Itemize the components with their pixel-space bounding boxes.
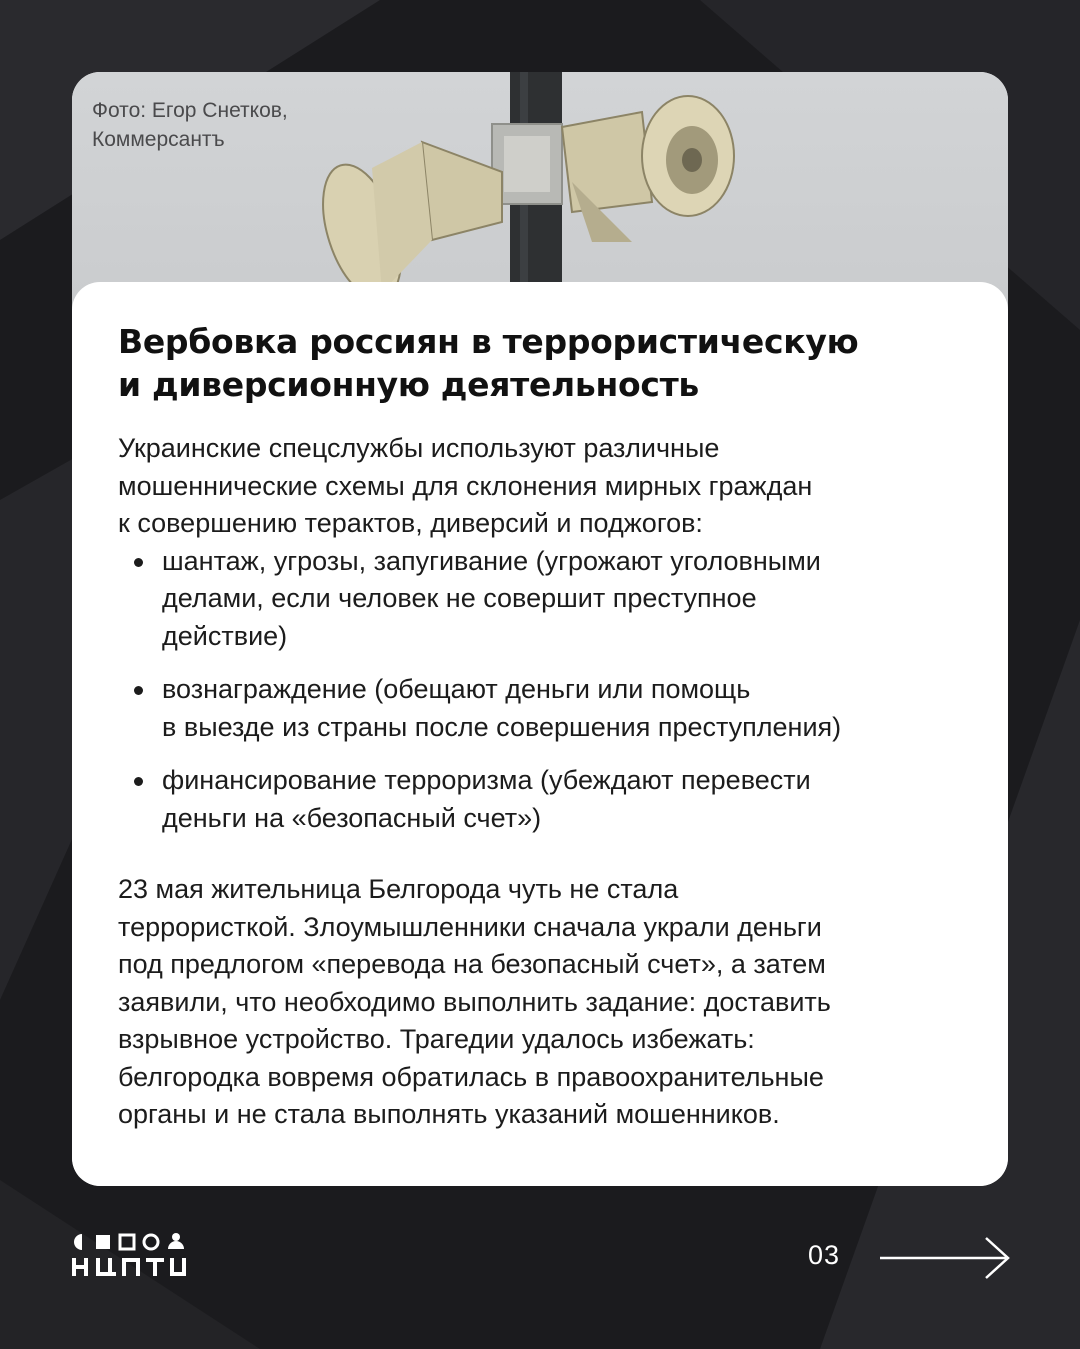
bullet-icon [134, 686, 143, 695]
scheme-list [118, 543, 962, 838]
arrow-right-icon[interactable] [878, 1236, 1012, 1280]
photo-credit: Фото: Егор Снетков, Коммерсантъ [92, 99, 288, 151]
bullet-icon [134, 558, 143, 567]
page-title [118, 320, 962, 406]
story-line: органы и не стала выполнять указаний мошенников. [118, 1099, 780, 1129]
list-item-line: деньги на «безопасный счет») [162, 802, 542, 833]
story-line: 23 мая жительница Белгорода чуть не стала [118, 874, 679, 904]
story-line: взрывное устройство. Трагедии удалось избежать: [118, 1024, 755, 1054]
list-item [118, 543, 962, 656]
list-item-line: в выезде из страны после совершения преступления) [162, 711, 842, 742]
bullet-icon [134, 777, 143, 786]
story-line: террористкой. Злоумышленники сначала украли деньги [118, 911, 822, 942]
story-line: заявили, что необходимо выполнить задание: доставить [118, 986, 831, 1017]
ncpti-logo [72, 1232, 188, 1278]
intro-line: Украинские спецслужбы используют различные [118, 433, 720, 463]
intro-line: мошеннические схемы для склонения мирных граждан [118, 470, 813, 501]
title-line: и диверсионную деятельность [118, 365, 700, 404]
intro-line: к совершению терактов, диверсий и поджогов: [118, 508, 703, 538]
list-item [118, 762, 962, 837]
text-panel [72, 282, 1008, 1186]
intro-paragraph [118, 430, 962, 543]
list-item-line: действие) [162, 620, 288, 651]
story-paragraph [118, 871, 962, 1134]
page-number: 03 [808, 1240, 841, 1270]
title-line: Вербовка россиян в террористическую [118, 322, 859, 361]
story-line: под предлогом «перевода на безопасный счет», а затем [118, 949, 826, 979]
list-item-line: вознаграждение (обещают деньги или помощь [162, 674, 751, 704]
list-item-line: шантаж, угрозы, запугивание (угрожают уголовными [162, 545, 821, 576]
list-item [118, 671, 962, 746]
story-line: белгородка вовремя обратилась в правоохранительные [118, 1061, 824, 1092]
list-item-line: делами, если человек не совершит преступное [162, 583, 757, 613]
list-item-line: финансирование терроризма (убеждают перевести [162, 765, 811, 795]
content-card [72, 72, 1008, 1186]
